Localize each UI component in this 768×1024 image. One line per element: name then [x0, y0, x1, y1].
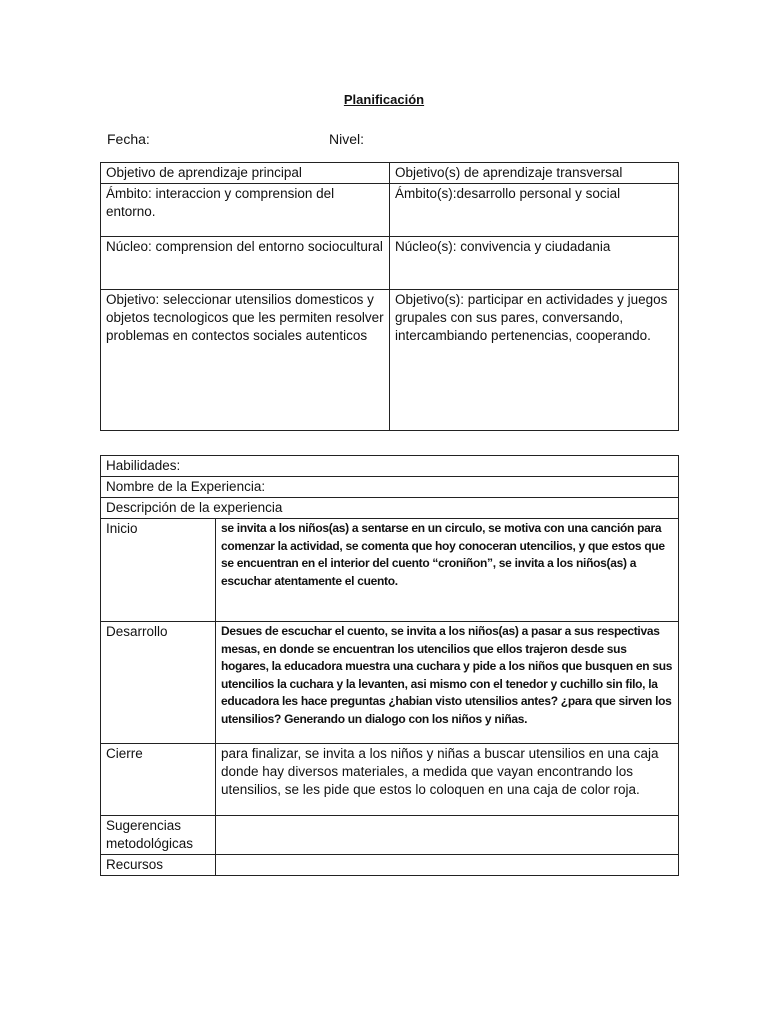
- ambito-row: [101, 184, 679, 237]
- descripcion-experiencia-cell: Descripción de la experiencia: [101, 498, 679, 519]
- descripcion-row: [101, 498, 679, 519]
- recursos-row: [101, 855, 679, 876]
- desarrollo-row: [101, 622, 679, 744]
- nombre-experiencia-cell: Nombre de la Experiencia:: [101, 477, 679, 498]
- inicio-label: Inicio: [101, 519, 216, 622]
- experience-table: [100, 455, 679, 876]
- habilidades-cell: Habilidades:: [101, 456, 679, 477]
- sugerencias-value: [216, 816, 679, 855]
- desarrollo-label: Desarrollo: [101, 622, 216, 744]
- objetivo-transversal-cell: Objetivo(s): participar en actividades y juegos grupales con sus pares, conversando, intercambiando pertenencias, cooperando.: [390, 290, 679, 431]
- nivel-label: Nivel:: [329, 131, 365, 147]
- cierre-row: [101, 744, 679, 816]
- nucleo-transversal-cell: Núcleo(s): convivencia y ciudadania: [390, 237, 679, 290]
- recursos-value: [216, 855, 679, 876]
- objetivo-principal-cell: Objetivo: seleccionar utensilios domesticos y objetos tecnologicos que les permiten resolver problemas en contectos sociales autenticos: [101, 290, 390, 431]
- page-title: Planificación: [343, 92, 425, 107]
- nombre-row: [101, 477, 679, 498]
- inicio-text: se invita a los niños(as) a sentarse en un circulo, se motiva con una canción para comenzar la actividad, se comenta que hoy conoceran utencilios, y que estos que se encuentran en el interior del cuento “croniñon”, se invita a los niños(as) a escuchar atentamente el cuento.: [216, 519, 679, 622]
- desarrollo-text: Desues de escuchar el cuento, se invita a los niños(as) a pasar a sus respectivas mesas, en donde se encuentran los utencilios que ellos trajeron desde sus hogares, la educadora muestra una cuchara y pide a los niños que busquen en sus utencilios la cuchara y la levanten, asi mismo con el tenedor y cuchillo sin filo, la educadora les hace preguntas ¿habian visto utensilios antes? ¿para que sirven los utensilios? Generando un dialogo con los niños y niñas.: [216, 622, 679, 744]
- sugerencias-row: [101, 816, 679, 855]
- objetivo-row: [101, 290, 679, 431]
- cierre-label: Cierre: [101, 744, 216, 816]
- habilidades-row: [101, 456, 679, 477]
- objectives-header-row: [101, 163, 679, 184]
- inicio-row: [101, 519, 679, 622]
- objetivo-principal-header: Objetivo de aprendizaje principal: [101, 163, 390, 184]
- objectives-table: [100, 162, 679, 431]
- ambito-transversal-cell: Ámbito(s):desarrollo personal y social: [390, 184, 679, 237]
- cierre-text: para finalizar, se invita a los niños y niñas a buscar utensilios en una caja donde hay diversos materiales, a medida que vayan encontrando los utensilios, se les pide que estos lo coloquen en una caja de color roja.: [216, 744, 679, 816]
- ambito-principal-cell: Ámbito: interaccion y comprension del entorno.: [101, 184, 390, 237]
- nucleo-principal-cell: Núcleo: comprension del entorno sociocultural: [101, 237, 390, 290]
- recursos-label: Recursos: [101, 855, 216, 876]
- fecha-label: Fecha:: [107, 131, 150, 147]
- sugerencias-label: Sugerencias metodológicas: [101, 816, 216, 855]
- nucleo-row: [101, 237, 679, 290]
- objetivo-transversal-header: Objetivo(s) de aprendizaje transversal: [390, 163, 679, 184]
